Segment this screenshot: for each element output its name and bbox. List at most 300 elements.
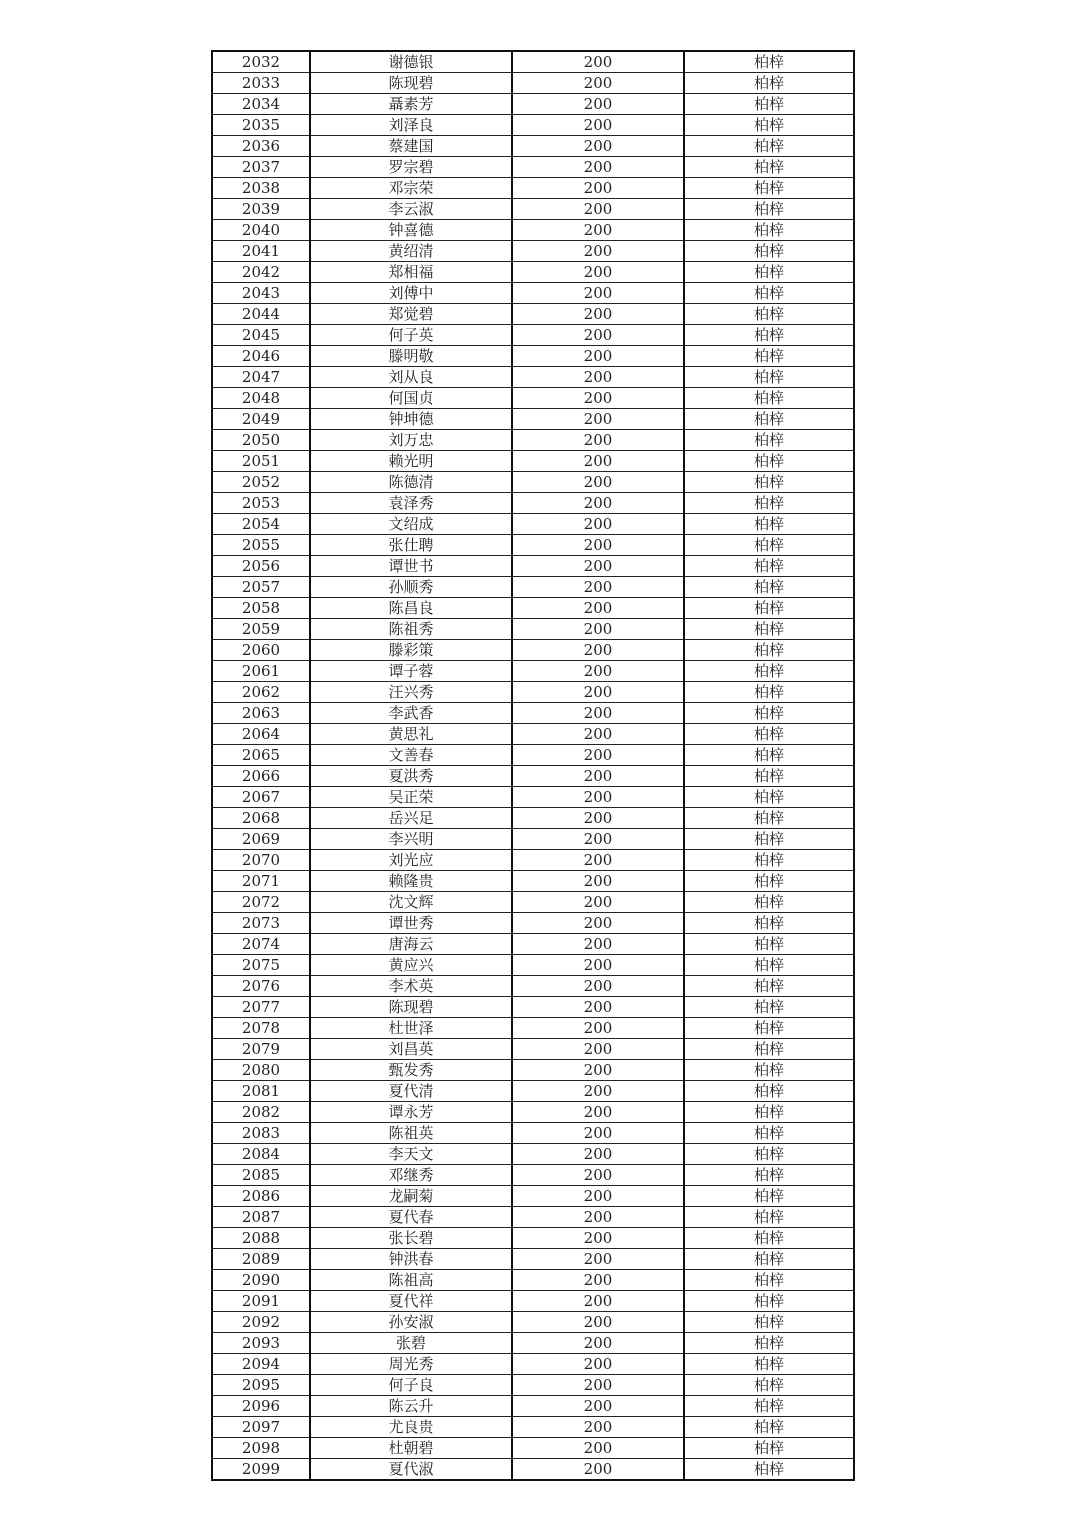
amount-cell: 200: [512, 850, 684, 871]
name-cell: 谭世书: [310, 556, 512, 577]
row-number-cell: 2047: [212, 367, 310, 388]
location-cell: 柏梓: [684, 1438, 854, 1459]
name-cell: 龙嗣菊: [310, 1186, 512, 1207]
name-cell: 夏代春: [310, 1207, 512, 1228]
table-row: [212, 556, 854, 577]
table-row: [212, 430, 854, 451]
amount-cell: 200: [512, 136, 684, 157]
name-cell: 吴正荣: [310, 787, 512, 808]
amount-cell: 200: [512, 388, 684, 409]
amount-cell: 200: [512, 178, 684, 199]
table-row: [212, 535, 854, 556]
table-row: [212, 1396, 854, 1417]
location-cell: 柏梓: [684, 1249, 854, 1270]
name-cell: 赖光明: [310, 451, 512, 472]
row-number-cell: 2093: [212, 1333, 310, 1354]
row-number-cell: 2087: [212, 1207, 310, 1228]
name-cell: 刘光应: [310, 850, 512, 871]
amount-cell: 200: [512, 346, 684, 367]
row-number-cell: 2063: [212, 703, 310, 724]
name-cell: 陈云升: [310, 1396, 512, 1417]
row-number-cell: 2082: [212, 1102, 310, 1123]
location-cell: 柏梓: [684, 1165, 854, 1186]
table-row: [212, 913, 854, 934]
name-cell: 谭永芳: [310, 1102, 512, 1123]
name-cell: 刘万忠: [310, 430, 512, 451]
table-row: [212, 1417, 854, 1438]
name-cell: 孙顺秀: [310, 577, 512, 598]
row-number-cell: 2049: [212, 409, 310, 430]
name-cell: 何子英: [310, 325, 512, 346]
row-number-cell: 2099: [212, 1459, 310, 1481]
location-cell: 柏梓: [684, 94, 854, 115]
amount-cell: 200: [512, 976, 684, 997]
table-row: [212, 808, 854, 829]
row-number-cell: 2092: [212, 1312, 310, 1333]
amount-cell: 200: [512, 955, 684, 976]
amount-cell: 200: [512, 640, 684, 661]
row-number-cell: 2061: [212, 661, 310, 682]
amount-cell: 200: [512, 745, 684, 766]
name-cell: 蔡建国: [310, 136, 512, 157]
amount-cell: 200: [512, 1270, 684, 1291]
row-number-cell: 2072: [212, 892, 310, 913]
location-cell: 柏梓: [684, 1060, 854, 1081]
location-cell: 柏梓: [684, 1375, 854, 1396]
location-cell: 柏梓: [684, 1228, 854, 1249]
name-cell: 陈祖英: [310, 1123, 512, 1144]
table-row: [212, 325, 854, 346]
table-row: [212, 1438, 854, 1459]
amount-cell: 200: [512, 1396, 684, 1417]
location-cell: 柏梓: [684, 976, 854, 997]
name-cell: 聶素芳: [310, 94, 512, 115]
row-number-cell: 2051: [212, 451, 310, 472]
location-cell: 柏梓: [684, 514, 854, 535]
name-cell: 夏代清: [310, 1081, 512, 1102]
row-number-cell: 2069: [212, 829, 310, 850]
amount-cell: 200: [512, 1249, 684, 1270]
amount-cell: 200: [512, 1102, 684, 1123]
table-row: [212, 829, 854, 850]
location-cell: 柏梓: [684, 682, 854, 703]
location-cell: 柏梓: [684, 1018, 854, 1039]
location-cell: 柏梓: [684, 829, 854, 850]
location-cell: 柏梓: [684, 997, 854, 1018]
amount-cell: 200: [512, 682, 684, 703]
table-row: [212, 472, 854, 493]
table-row: [212, 367, 854, 388]
amount-cell: 200: [512, 283, 684, 304]
row-number-cell: 2095: [212, 1375, 310, 1396]
amount-cell: 200: [512, 451, 684, 472]
amount-cell: 200: [512, 661, 684, 682]
name-cell: 钟喜德: [310, 220, 512, 241]
table-row: [212, 157, 854, 178]
amount-cell: 200: [512, 829, 684, 850]
amount-cell: 200: [512, 934, 684, 955]
name-cell: 邓宗荣: [310, 178, 512, 199]
location-cell: 柏梓: [684, 51, 854, 73]
table-row: [212, 1312, 854, 1333]
location-cell: 柏梓: [684, 535, 854, 556]
amount-cell: 200: [512, 1459, 684, 1481]
table-row: [212, 451, 854, 472]
table-row: [212, 1060, 854, 1081]
location-cell: 柏梓: [684, 262, 854, 283]
location-cell: 柏梓: [684, 1396, 854, 1417]
name-cell: 袁泽秀: [310, 493, 512, 514]
row-number-cell: 2075: [212, 955, 310, 976]
amount-cell: 200: [512, 1123, 684, 1144]
table-row: [212, 241, 854, 262]
amount-cell: 200: [512, 1144, 684, 1165]
location-cell: 柏梓: [684, 1270, 854, 1291]
name-cell: 滕明敬: [310, 346, 512, 367]
amount-cell: 200: [512, 1417, 684, 1438]
name-cell: 文绍成: [310, 514, 512, 535]
table-row: [212, 1081, 854, 1102]
table-row: [212, 1291, 854, 1312]
table-row: [212, 136, 854, 157]
recipient-table: [211, 50, 855, 1481]
amount-cell: 200: [512, 115, 684, 136]
location-cell: 柏梓: [684, 409, 854, 430]
location-cell: 柏梓: [684, 430, 854, 451]
location-cell: 柏梓: [684, 157, 854, 178]
row-number-cell: 2052: [212, 472, 310, 493]
name-cell: 陈现碧: [310, 73, 512, 94]
location-cell: 柏梓: [684, 556, 854, 577]
amount-cell: 200: [512, 619, 684, 640]
location-cell: 柏梓: [684, 346, 854, 367]
amount-cell: 200: [512, 1228, 684, 1249]
name-cell: 谭世秀: [310, 913, 512, 934]
name-cell: 夏代祥: [310, 1291, 512, 1312]
location-cell: 柏梓: [684, 283, 854, 304]
location-cell: 柏梓: [684, 241, 854, 262]
row-number-cell: 2066: [212, 766, 310, 787]
location-cell: 柏梓: [684, 1081, 854, 1102]
name-cell: 夏洪秀: [310, 766, 512, 787]
name-cell: 尤良贵: [310, 1417, 512, 1438]
location-cell: 柏梓: [684, 808, 854, 829]
name-cell: 刘泽良: [310, 115, 512, 136]
row-number-cell: 2045: [212, 325, 310, 346]
name-cell: 沈文辉: [310, 892, 512, 913]
amount-cell: 200: [512, 1354, 684, 1375]
table-row: [212, 640, 854, 661]
row-number-cell: 2058: [212, 598, 310, 619]
location-cell: 柏梓: [684, 766, 854, 787]
row-number-cell: 2080: [212, 1060, 310, 1081]
name-cell: 杜世泽: [310, 1018, 512, 1039]
location-cell: 柏梓: [684, 325, 854, 346]
row-number-cell: 2044: [212, 304, 310, 325]
amount-cell: 200: [512, 577, 684, 598]
location-cell: 柏梓: [684, 745, 854, 766]
location-cell: 柏梓: [684, 1186, 854, 1207]
name-cell: 周光秀: [310, 1354, 512, 1375]
row-number-cell: 2090: [212, 1270, 310, 1291]
row-number-cell: 2042: [212, 262, 310, 283]
table-row: [212, 1186, 854, 1207]
name-cell: 李术英: [310, 976, 512, 997]
location-cell: 柏梓: [684, 1312, 854, 1333]
location-cell: 柏梓: [684, 640, 854, 661]
name-cell: 何子良: [310, 1375, 512, 1396]
row-number-cell: 2039: [212, 199, 310, 220]
amount-cell: 200: [512, 1165, 684, 1186]
row-number-cell: 2060: [212, 640, 310, 661]
table-row: [212, 199, 854, 220]
location-cell: 柏梓: [684, 388, 854, 409]
amount-cell: 200: [512, 871, 684, 892]
location-cell: 柏梓: [684, 1207, 854, 1228]
location-cell: 柏梓: [684, 1354, 854, 1375]
amount-cell: 200: [512, 94, 684, 115]
amount-cell: 200: [512, 1438, 684, 1459]
location-cell: 柏梓: [684, 73, 854, 94]
amount-cell: 200: [512, 1207, 684, 1228]
table-row: [212, 409, 854, 430]
table-row: [212, 1018, 854, 1039]
location-cell: 柏梓: [684, 1039, 854, 1060]
location-cell: 柏梓: [684, 661, 854, 682]
table-row: [212, 787, 854, 808]
location-cell: 柏梓: [684, 493, 854, 514]
location-cell: 柏梓: [684, 220, 854, 241]
name-cell: 文善春: [310, 745, 512, 766]
amount-cell: 200: [512, 325, 684, 346]
name-cell: 唐海云: [310, 934, 512, 955]
table-row: [212, 745, 854, 766]
row-number-cell: 2086: [212, 1186, 310, 1207]
table-row: [212, 1354, 854, 1375]
name-cell: 张仕聘: [310, 535, 512, 556]
row-number-cell: 2057: [212, 577, 310, 598]
table-row: [212, 598, 854, 619]
table-row: [212, 115, 854, 136]
table-row: [212, 871, 854, 892]
name-cell: 杜朝碧: [310, 1438, 512, 1459]
table-row: [212, 388, 854, 409]
row-number-cell: 2084: [212, 1144, 310, 1165]
name-cell: 何国贞: [310, 388, 512, 409]
row-number-cell: 2078: [212, 1018, 310, 1039]
location-cell: 柏梓: [684, 934, 854, 955]
location-cell: 柏梓: [684, 577, 854, 598]
name-cell: 汪兴秀: [310, 682, 512, 703]
table-row: [212, 1228, 854, 1249]
name-cell: 张长碧: [310, 1228, 512, 1249]
amount-cell: 200: [512, 157, 684, 178]
table-row: [212, 178, 854, 199]
row-number-cell: 2077: [212, 997, 310, 1018]
amount-cell: 200: [512, 997, 684, 1018]
name-cell: 刘从良: [310, 367, 512, 388]
table-row: [212, 1270, 854, 1291]
amount-cell: 200: [512, 1081, 684, 1102]
table-row: [212, 73, 854, 94]
table-row: [212, 577, 854, 598]
location-cell: 柏梓: [684, 724, 854, 745]
table-row: [212, 262, 854, 283]
amount-cell: 200: [512, 1039, 684, 1060]
table-row: [212, 766, 854, 787]
amount-cell: 200: [512, 1060, 684, 1081]
name-cell: 夏代淑: [310, 1459, 512, 1481]
table-row: [212, 703, 854, 724]
location-cell: 柏梓: [684, 955, 854, 976]
amount-cell: 200: [512, 1375, 684, 1396]
name-cell: 邓继秀: [310, 1165, 512, 1186]
location-cell: 柏梓: [684, 1333, 854, 1354]
amount-cell: 200: [512, 51, 684, 73]
table-row: [212, 724, 854, 745]
amount-cell: 200: [512, 1312, 684, 1333]
amount-cell: 200: [512, 262, 684, 283]
table-row: [212, 619, 854, 640]
location-cell: 柏梓: [684, 1144, 854, 1165]
amount-cell: 200: [512, 808, 684, 829]
row-number-cell: 2059: [212, 619, 310, 640]
table-row: [212, 304, 854, 325]
row-number-cell: 2071: [212, 871, 310, 892]
amount-cell: 200: [512, 241, 684, 262]
row-number-cell: 2096: [212, 1396, 310, 1417]
location-cell: 柏梓: [684, 871, 854, 892]
row-number-cell: 2065: [212, 745, 310, 766]
name-cell: 刘昌英: [310, 1039, 512, 1060]
table-row: [212, 1375, 854, 1396]
row-number-cell: 2043: [212, 283, 310, 304]
name-cell: 李兴明: [310, 829, 512, 850]
amount-cell: 200: [512, 367, 684, 388]
table-row: [212, 94, 854, 115]
location-cell: 柏梓: [684, 703, 854, 724]
row-number-cell: 2089: [212, 1249, 310, 1270]
amount-cell: 200: [512, 1186, 684, 1207]
location-cell: 柏梓: [684, 1102, 854, 1123]
row-number-cell: 2038: [212, 178, 310, 199]
amount-cell: 200: [512, 703, 684, 724]
row-number-cell: 2053: [212, 493, 310, 514]
name-cell: 黄思礼: [310, 724, 512, 745]
table-row: [212, 1333, 854, 1354]
amount-cell: 200: [512, 556, 684, 577]
amount-cell: 200: [512, 1291, 684, 1312]
row-number-cell: 2062: [212, 682, 310, 703]
name-cell: 陈德清: [310, 472, 512, 493]
row-number-cell: 2094: [212, 1354, 310, 1375]
amount-cell: 200: [512, 787, 684, 808]
table-row: [212, 514, 854, 535]
row-number-cell: 2079: [212, 1039, 310, 1060]
table-row: [212, 1144, 854, 1165]
location-cell: 柏梓: [684, 136, 854, 157]
amount-cell: 200: [512, 724, 684, 745]
amount-cell: 200: [512, 430, 684, 451]
name-cell: 张碧: [310, 1333, 512, 1354]
table-body: [212, 51, 854, 1480]
table-row: [212, 1039, 854, 1060]
location-cell: 柏梓: [684, 892, 854, 913]
table-row: [212, 1459, 854, 1481]
name-cell: 孙安淑: [310, 1312, 512, 1333]
table-row: [212, 283, 854, 304]
row-number-cell: 2056: [212, 556, 310, 577]
name-cell: 李天文: [310, 1144, 512, 1165]
table-row: [212, 934, 854, 955]
name-cell: 罗宗碧: [310, 157, 512, 178]
location-cell: 柏梓: [684, 1123, 854, 1144]
amount-cell: 200: [512, 493, 684, 514]
row-number-cell: 2074: [212, 934, 310, 955]
table-row: [212, 1249, 854, 1270]
name-cell: 黄应兴: [310, 955, 512, 976]
amount-cell: 200: [512, 1018, 684, 1039]
table-row: [212, 1165, 854, 1186]
name-cell: 李武香: [310, 703, 512, 724]
location-cell: 柏梓: [684, 367, 854, 388]
row-number-cell: 2076: [212, 976, 310, 997]
name-cell: 陈现碧: [310, 997, 512, 1018]
amount-cell: 200: [512, 220, 684, 241]
row-number-cell: 2068: [212, 808, 310, 829]
amount-cell: 200: [512, 766, 684, 787]
row-number-cell: 2097: [212, 1417, 310, 1438]
amount-cell: 200: [512, 1333, 684, 1354]
row-number-cell: 2085: [212, 1165, 310, 1186]
location-cell: 柏梓: [684, 1291, 854, 1312]
row-number-cell: 2088: [212, 1228, 310, 1249]
name-cell: 陈祖秀: [310, 619, 512, 640]
row-number-cell: 2036: [212, 136, 310, 157]
row-number-cell: 2073: [212, 913, 310, 934]
row-number-cell: 2098: [212, 1438, 310, 1459]
name-cell: 黄绍清: [310, 241, 512, 262]
row-number-cell: 2054: [212, 514, 310, 535]
row-number-cell: 2067: [212, 787, 310, 808]
location-cell: 柏梓: [684, 1417, 854, 1438]
table-row: [212, 955, 854, 976]
location-cell: 柏梓: [684, 115, 854, 136]
location-cell: 柏梓: [684, 1459, 854, 1481]
table-row: [212, 51, 854, 73]
table-row: [212, 997, 854, 1018]
row-number-cell: 2091: [212, 1291, 310, 1312]
location-cell: 柏梓: [684, 850, 854, 871]
row-number-cell: 2048: [212, 388, 310, 409]
table-row: [212, 493, 854, 514]
location-cell: 柏梓: [684, 472, 854, 493]
name-cell: 甄发秀: [310, 1060, 512, 1081]
name-cell: 陈昌良: [310, 598, 512, 619]
name-cell: 郑相福: [310, 262, 512, 283]
amount-cell: 200: [512, 535, 684, 556]
name-cell: 岳兴足: [310, 808, 512, 829]
location-cell: 柏梓: [684, 619, 854, 640]
amount-cell: 200: [512, 514, 684, 535]
name-cell: 陈祖高: [310, 1270, 512, 1291]
row-number-cell: 2081: [212, 1081, 310, 1102]
table-row: [212, 682, 854, 703]
name-cell: 李云淑: [310, 199, 512, 220]
name-cell: 赖隆贵: [310, 871, 512, 892]
amount-cell: 200: [512, 472, 684, 493]
name-cell: 谭子蓉: [310, 661, 512, 682]
